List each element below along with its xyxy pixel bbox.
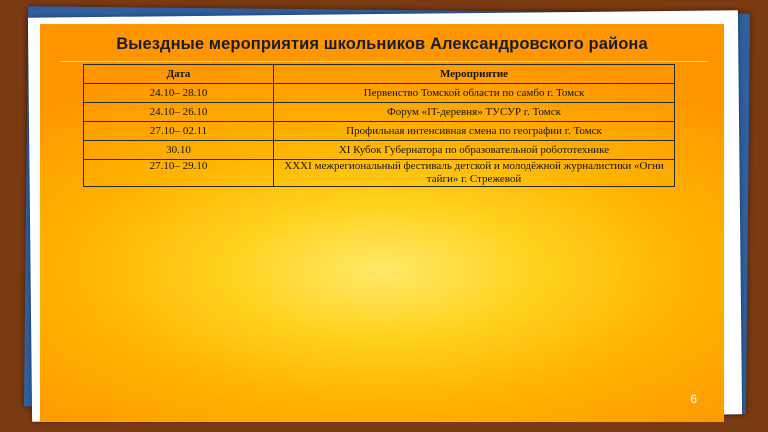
event-cell: Первенство Томской области по самбо г. Томск [274, 84, 675, 103]
table-header-row [84, 65, 675, 84]
column-header-event: Мероприятие [274, 65, 675, 84]
table-row [84, 84, 675, 103]
event-cell: XI Кубок Губернатора по образовательной робототехнике [274, 141, 675, 160]
event-cell: XXXI межрегиональный фестиваль детской и молодёжной журналистики «Огни тайги» г. Стрежевой [274, 160, 675, 187]
table-row [84, 103, 675, 122]
date-cell: 24.10– 28.10 [84, 84, 274, 103]
slide-content [40, 24, 724, 422]
date-cell: 27.10– 29.10 [84, 160, 274, 187]
date-cell: 27.10– 02.11 [84, 122, 274, 141]
column-header-date: Дата [84, 65, 274, 84]
date-cell: 30.10 [84, 141, 274, 160]
table-row [84, 141, 675, 160]
table-row [84, 122, 675, 141]
slide-title: Выездные мероприятия школьников Александровского района [116, 35, 648, 53]
date-cell: 24.10– 26.10 [84, 103, 274, 122]
table-row [84, 160, 675, 187]
event-cell: Профильная интенсивная смена по географии г. Томск [274, 122, 675, 141]
decorative-rule-top [60, 61, 708, 62]
page-number: 6 [690, 392, 697, 406]
event-cell: Форум «IT-деревня» ТУСУР г. Томск [274, 103, 675, 122]
events-table [83, 64, 675, 187]
